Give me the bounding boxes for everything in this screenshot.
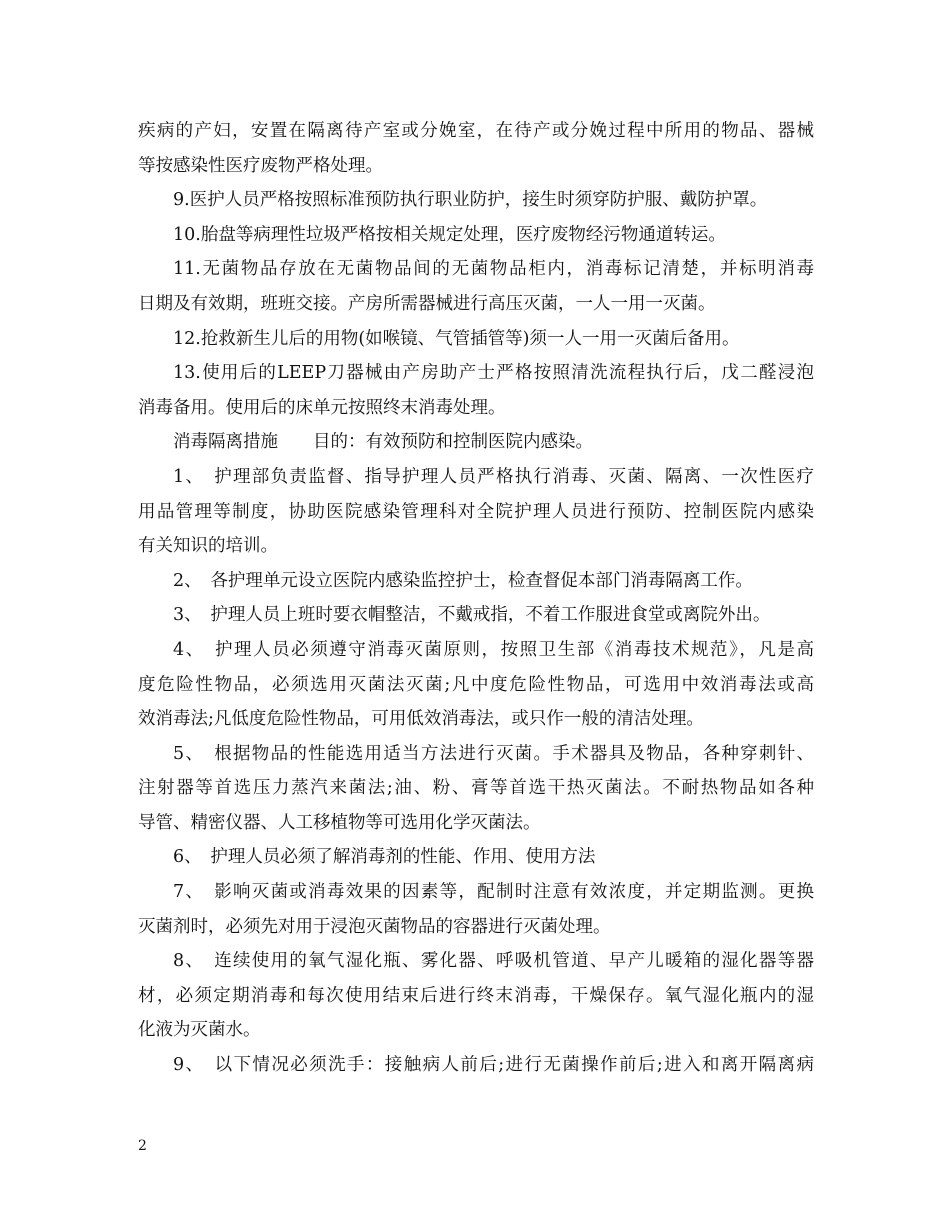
text-line-item-9: 9.医护人员严格按照标准预防执行职业防护，接生时须穿防护服、戴防护罩。 — [173, 190, 768, 211]
text-line-measure-4: 4、 护理人员必须遵守消毒灭菌原则，按照卫生部《消毒技术规范》，凡是高 — [173, 639, 814, 660]
text-line-item-13: 13.使用后的LEEP刀器械由产房助产士严格按照清洗流程执行后，戊二醛浸泡 — [173, 363, 814, 384]
document-body — [138, 114, 814, 1083]
text-line-measure-2: 2、 各护理单元设立医院内感染监控护士，检查督促本部门消毒隔离工作。 — [173, 570, 753, 591]
text-line-measure-4-end: 效消毒法;凡低度危险性物品，可用低效消毒法，或只作一般的清洁处理。 — [138, 709, 704, 730]
text-line-paragraph-end: 等按感染性医疗废物严格处理。 — [138, 155, 383, 176]
text-line-measure-5: 5、 根据物品的性能选用适当方法进行灭菌。手术器具及物品，各种穿刺针、 — [173, 743, 814, 764]
text-line-measure-7: 7、 影响灭菌或消毒效果的因素等，配制时注意有效浓度，并定期监测。更换 — [173, 882, 814, 903]
text-line-measure-5-end: 导管、精密仪器、人工移植物等可选用化学灭菌法。 — [138, 812, 541, 833]
text-line-measure-1: 1、 护理部负责监督、指导护理人员严格执行消毒、灭菌、隔离、一次性医疗 — [173, 466, 814, 487]
text-line-item-11: 11.无菌物品存放在无菌物品间的无菌物品柜内，消毒标记清楚，并标明消毒 — [173, 259, 814, 280]
text-line-continuation: 疾病的产妇，安置在隔离待产室或分娩室，在待产或分娩过程中所用的物品、器械 — [138, 121, 814, 141]
text-line-measure-1-cont: 用品管理等制度，协助医院感染管理科对全院护理人员进行预防、控制医院内感染 — [138, 501, 814, 522]
text-line-measure-8-end: 化液为灭菌水。 — [138, 1020, 261, 1041]
text-line-measure-8-cont: 材，必须定期消毒和每次使用结束后进行终末消毒，干燥保存。氧气湿化瓶内的湿 — [138, 985, 814, 1006]
section-heading-disinfection: 消毒隔离措施 目的：有效预防和控制医院内感染。 — [173, 432, 593, 453]
text-line-measure-6: 6、 护理人员必须了解消毒剂的性能、作用、使用方法 — [173, 847, 596, 868]
text-line-item-13-end: 消毒备用。使用后的床单元按照终末消毒处理。 — [138, 397, 506, 418]
text-line-measure-3: 3、 护理人员上班时要衣帽整洁，不戴戒指，不着工作服进食堂或离院外出。 — [173, 605, 771, 626]
text-line-item-10: 10.胎盘等病理性垃圾严格按相关规定处理，医疗废物经污物通道转运。 — [173, 224, 726, 245]
text-line-measure-4-cont: 度危险性物品，必须选用灭菌法灭菌;凡中度危险性物品，可选用中效消毒法或高 — [138, 674, 814, 695]
text-line-measure-8: 8、 连续使用的氧气湿化瓶、雾化器、呼吸机管道、早产儿暖箱的湿化器等器 — [173, 951, 814, 972]
text-line-measure-9: 9、 以下情况必须洗手：接触病人前后;进行无菌操作前后;进入和离开隔离病 — [173, 1055, 814, 1076]
text-line-item-12: 12.抢救新生儿后的用物(如喉镜、气管插管等)须一人一用一灭菌后备用。 — [173, 328, 740, 349]
text-line-measure-1-end: 有关知识的培训。 — [138, 536, 278, 557]
text-line-measure-7-end: 灭菌剂时，必须先对用于浸泡灭菌物品的容器进行灭菌处理。 — [138, 916, 611, 937]
text-line-measure-5-cont: 注射器等首选压力蒸汽来菌法;油、粉、膏等首选干热灭菌法。不耐热物品如各种 — [138, 778, 814, 799]
text-line-item-11-end: 日期及有效期，班班交接。产房所需器械进行高压灭菌，一人一用一灭菌。 — [138, 293, 716, 314]
page-number: 2 — [138, 1138, 147, 1154]
